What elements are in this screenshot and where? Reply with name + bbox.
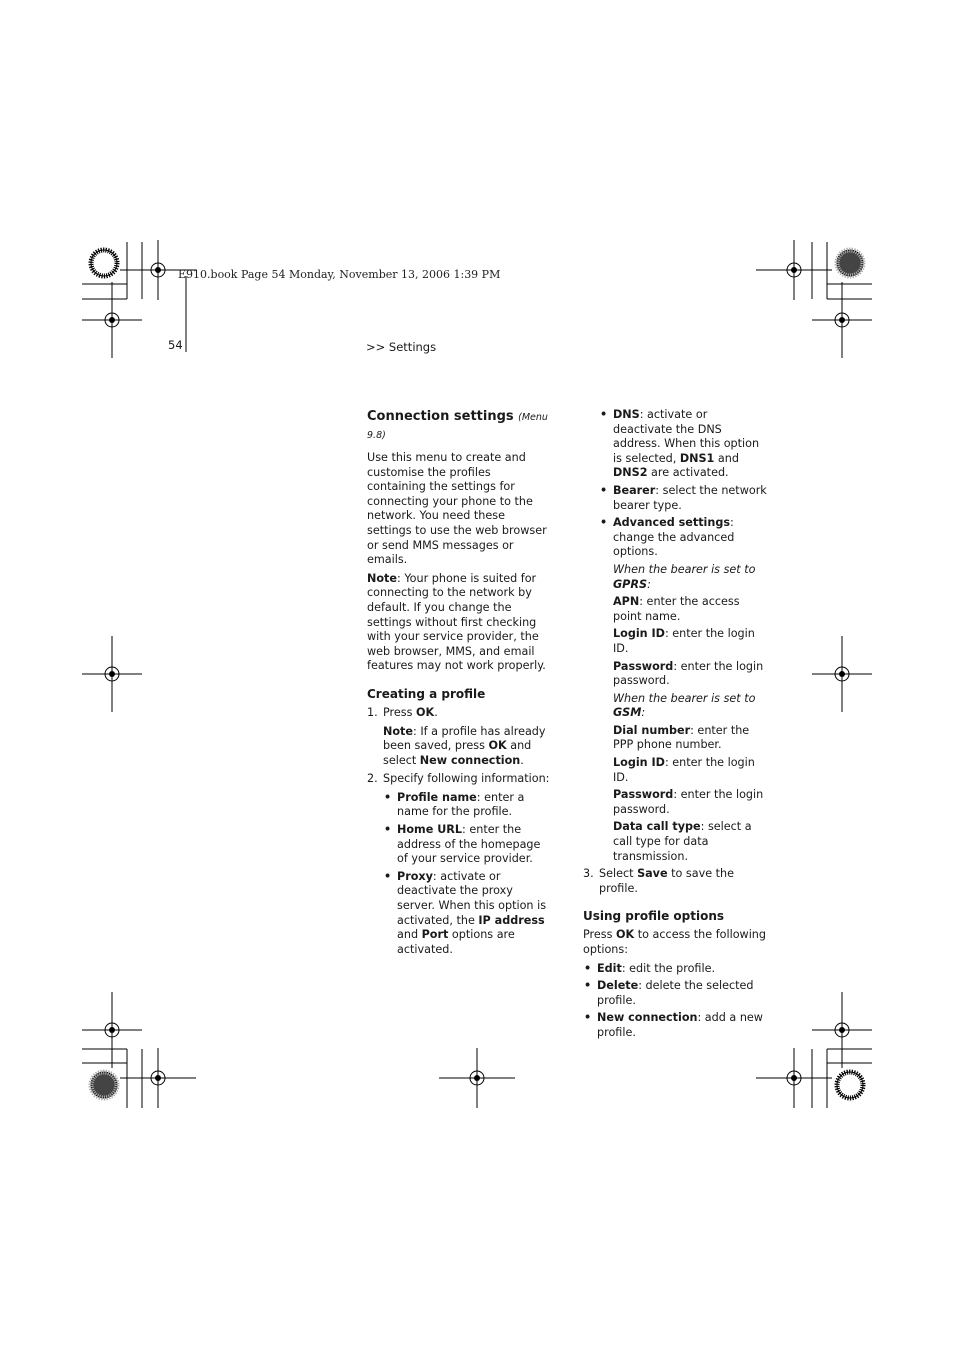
step-3: 3. Select Save to save the profile. [583, 867, 735, 895]
password-item: Password: enter the login password. [613, 659, 764, 688]
step-1: 1. Press OK. [367, 705, 438, 719]
login-item: Login ID: enter the login ID. [613, 627, 755, 655]
dial-number-item: Dial number: enter the PPP phone number. [613, 723, 750, 752]
list-item: • DNS: activate or deactivate the DNS address. When this option is selected, DNS1 and DNS2 are activated. [600, 408, 760, 480]
page-number: 54 [168, 338, 183, 352]
list-item: • Bearer: select the network bearer type. [600, 483, 767, 512]
column-left [367, 408, 553, 960]
list-item: • Advanced settings: change the advanced options. [600, 516, 735, 559]
gprs-heading: When the bearer is set to GPRS: [613, 562, 756, 591]
running-header: >> Settings [366, 340, 437, 354]
column-right [583, 408, 769, 1044]
step-1-note: Note: If a profile has already been saved, press OK and select New connection. [383, 724, 546, 767]
login-item: Login ID: enter the login ID. [613, 756, 755, 784]
gsm-heading: When the bearer is set to GSM: [613, 691, 756, 720]
list-item: • New connection: add a new profile. [584, 1011, 763, 1039]
list-item: • Home URL: enter the address of the homepage of your service provider. [384, 823, 541, 866]
password-item: Password: enter the login password. [613, 788, 764, 816]
intro-paragraph: Use this menu to create and customise the profiles containing the settings for connecting your phone to the network. You need these settings to use the web browser or send MMS messages or emails. [367, 451, 547, 567]
list-item: • Proxy: activate or deactivate the proxy server. When this option is activated, the IP address and Port options are activated. [384, 869, 547, 956]
step-2: 2. Specify following information: [367, 772, 550, 786]
data-call-type-item: Data call type: select a call type for data transmission. [613, 820, 752, 863]
print-info: E910.book Page 54 Monday, November 13, 2006 1:39 PM [178, 268, 501, 281]
subsection-title-creating: Creating a profile [367, 686, 486, 701]
menu-reference: (Menu 9.8) [367, 412, 548, 441]
note-paragraph: Note: Your phone is suited for connecting to the network by default. If you change the settings without first checking with your service provider, the web browser, MMS, and email features may not work properly. [367, 571, 546, 673]
section-title: Connection settings (Menu 9.8) [367, 409, 548, 441]
subsection-title-using: Using profile options [583, 909, 724, 924]
list-item: • Edit: edit the profile. [584, 961, 716, 975]
apn-item: APN: enter the access point name. [613, 595, 740, 623]
list-item: • Delete: delete the selected profile. [584, 979, 754, 1007]
using-intro: Press OK to access the following options: [583, 928, 766, 956]
list-item: • Profile name: enter a name for the profile. [384, 790, 525, 819]
